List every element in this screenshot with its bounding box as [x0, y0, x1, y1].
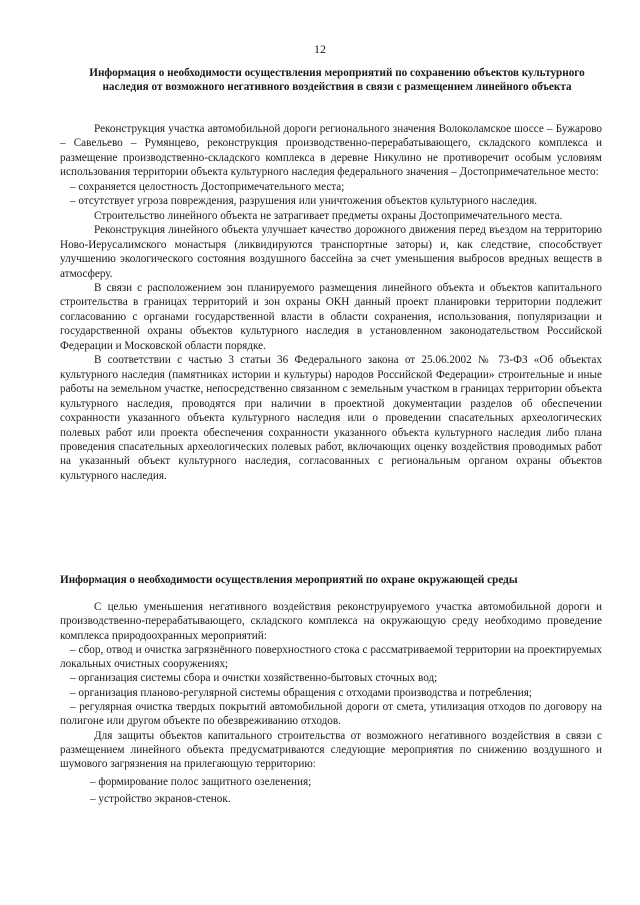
paragraph: Строительство линейного объекта не затрагивает предметы охраны Достопримечательного места.	[94, 209, 563, 222]
list-item: – сбор, отвод и очистка загрязнённого поверхностного стока с рассматриваемой территории на проектируемых локальных очистных сооружениях;	[60, 643, 602, 671]
list-item: – регулярная очистка твердых покрытий автомобильной дороги от смета, утилизация отходов по договору на полигоне или другом объекте по обезвреживанию отходов.	[60, 701, 602, 728]
section-environment	[60, 600, 602, 806]
paragraph: Для защиты объектов капитального строительства от возможного негативного воздействия в связи с размещением линейного объекта предусматриваются следующие мероприятия по снижению воздушного и шумового загрязнения на прилегающую территорию:	[60, 729, 602, 771]
list-item: – организация планово-регулярной системы обращения с отходами производства и потребления;	[70, 686, 533, 699]
list-item: – сохраняется целостность Достопримечательного места;	[70, 180, 345, 193]
list-item: – организация системы сбора и очистки хозяйственно-бытовых сточных вод;	[70, 672, 438, 685]
list-item: – устройство экранов-стенок.	[90, 792, 231, 805]
paragraph: В соответствии с частью 3 статьи 36 Федерального закона от 25.06.2002 № 73-ФЗ «Об объектах культурного наследия (памятниках истории и культуры) народов Российской Федерации» строительные и иные работы на земельном участке, непосредственно связанном с земельным участком в границах территории объекта культурного наследия, проводятся при наличии в проектной документации разделов об обеспечении сохранности указанного объекта культурного наследия или о проведении спасательных археологических полевых работ или проекта обеспечения сохранности указанного объекта культурного наследия либо плана проведения спасательных археологических полевых работ, включающих оценку воздействия проводимых работ на указанный объект культурного наследия, согласованных с региональным органом охраны объектов культурного наследия.	[60, 354, 602, 482]
paragraph: С целью уменьшения негативного воздействия реконструируемого участка автомобильной дороги и производственно-перерабатывающего, складского комплекса на окружающую среду необходимо проведение комплекса природоохранных мероприятий:	[60, 601, 602, 642]
heading-cultural-heritage: Информация о необходимости осуществления мероприятий по сохранению объектов культурного наследия от возможного негативного воздействия в связи с размещением линейного объекта	[89, 67, 585, 93]
page-number: 12	[314, 42, 326, 56]
list-item: – формирование полос защитного озеленения;	[90, 775, 312, 788]
list-item: – отсутствует угроза повреждения, разрушения или уничтожения объектов культурного наследия.	[70, 195, 538, 208]
section-cultural-heritage	[60, 122, 602, 483]
paragraph: В связи с расположением зон планируемого размещения линейного объекта и объектов капитального строительства в границах территорий и зон охраны ОКН данный проект планировки территории подлежит согласованию с органами государственной власти в области сохранения, использования, популяризации и государственной охраны объектов культурного наследия в установленном законодательством Российской Федерации и Московской области порядке.	[60, 281, 602, 352]
paragraph: Реконструкция линейного объекта улучшает качество дорожного движения перед въездом на территорию Ново-Иерусалимского монастыря (ликвидируются транспортные заторы) и, как следствие, способствует улучшению экологического состояния воздушного бассейна за счет уменьшения выбросов вредных веществ в атмосферу.	[60, 224, 602, 280]
heading-environment: Информация о необходимости осуществления мероприятий по охране окружающей среды	[60, 574, 518, 586]
paragraph: Реконструкция участка автомобильной дороги регионального значения Волоколамское шоссе – Бужарово – Савельево – Румянцево, реконструкция производственно-перерабатывающего, складского комплекса и размещение производственно-складского комплекса в деревне Никулино не противоречит особым условиям использования территории объекта культурного наследия федерального значения – Достопримечательное место:	[60, 123, 602, 179]
